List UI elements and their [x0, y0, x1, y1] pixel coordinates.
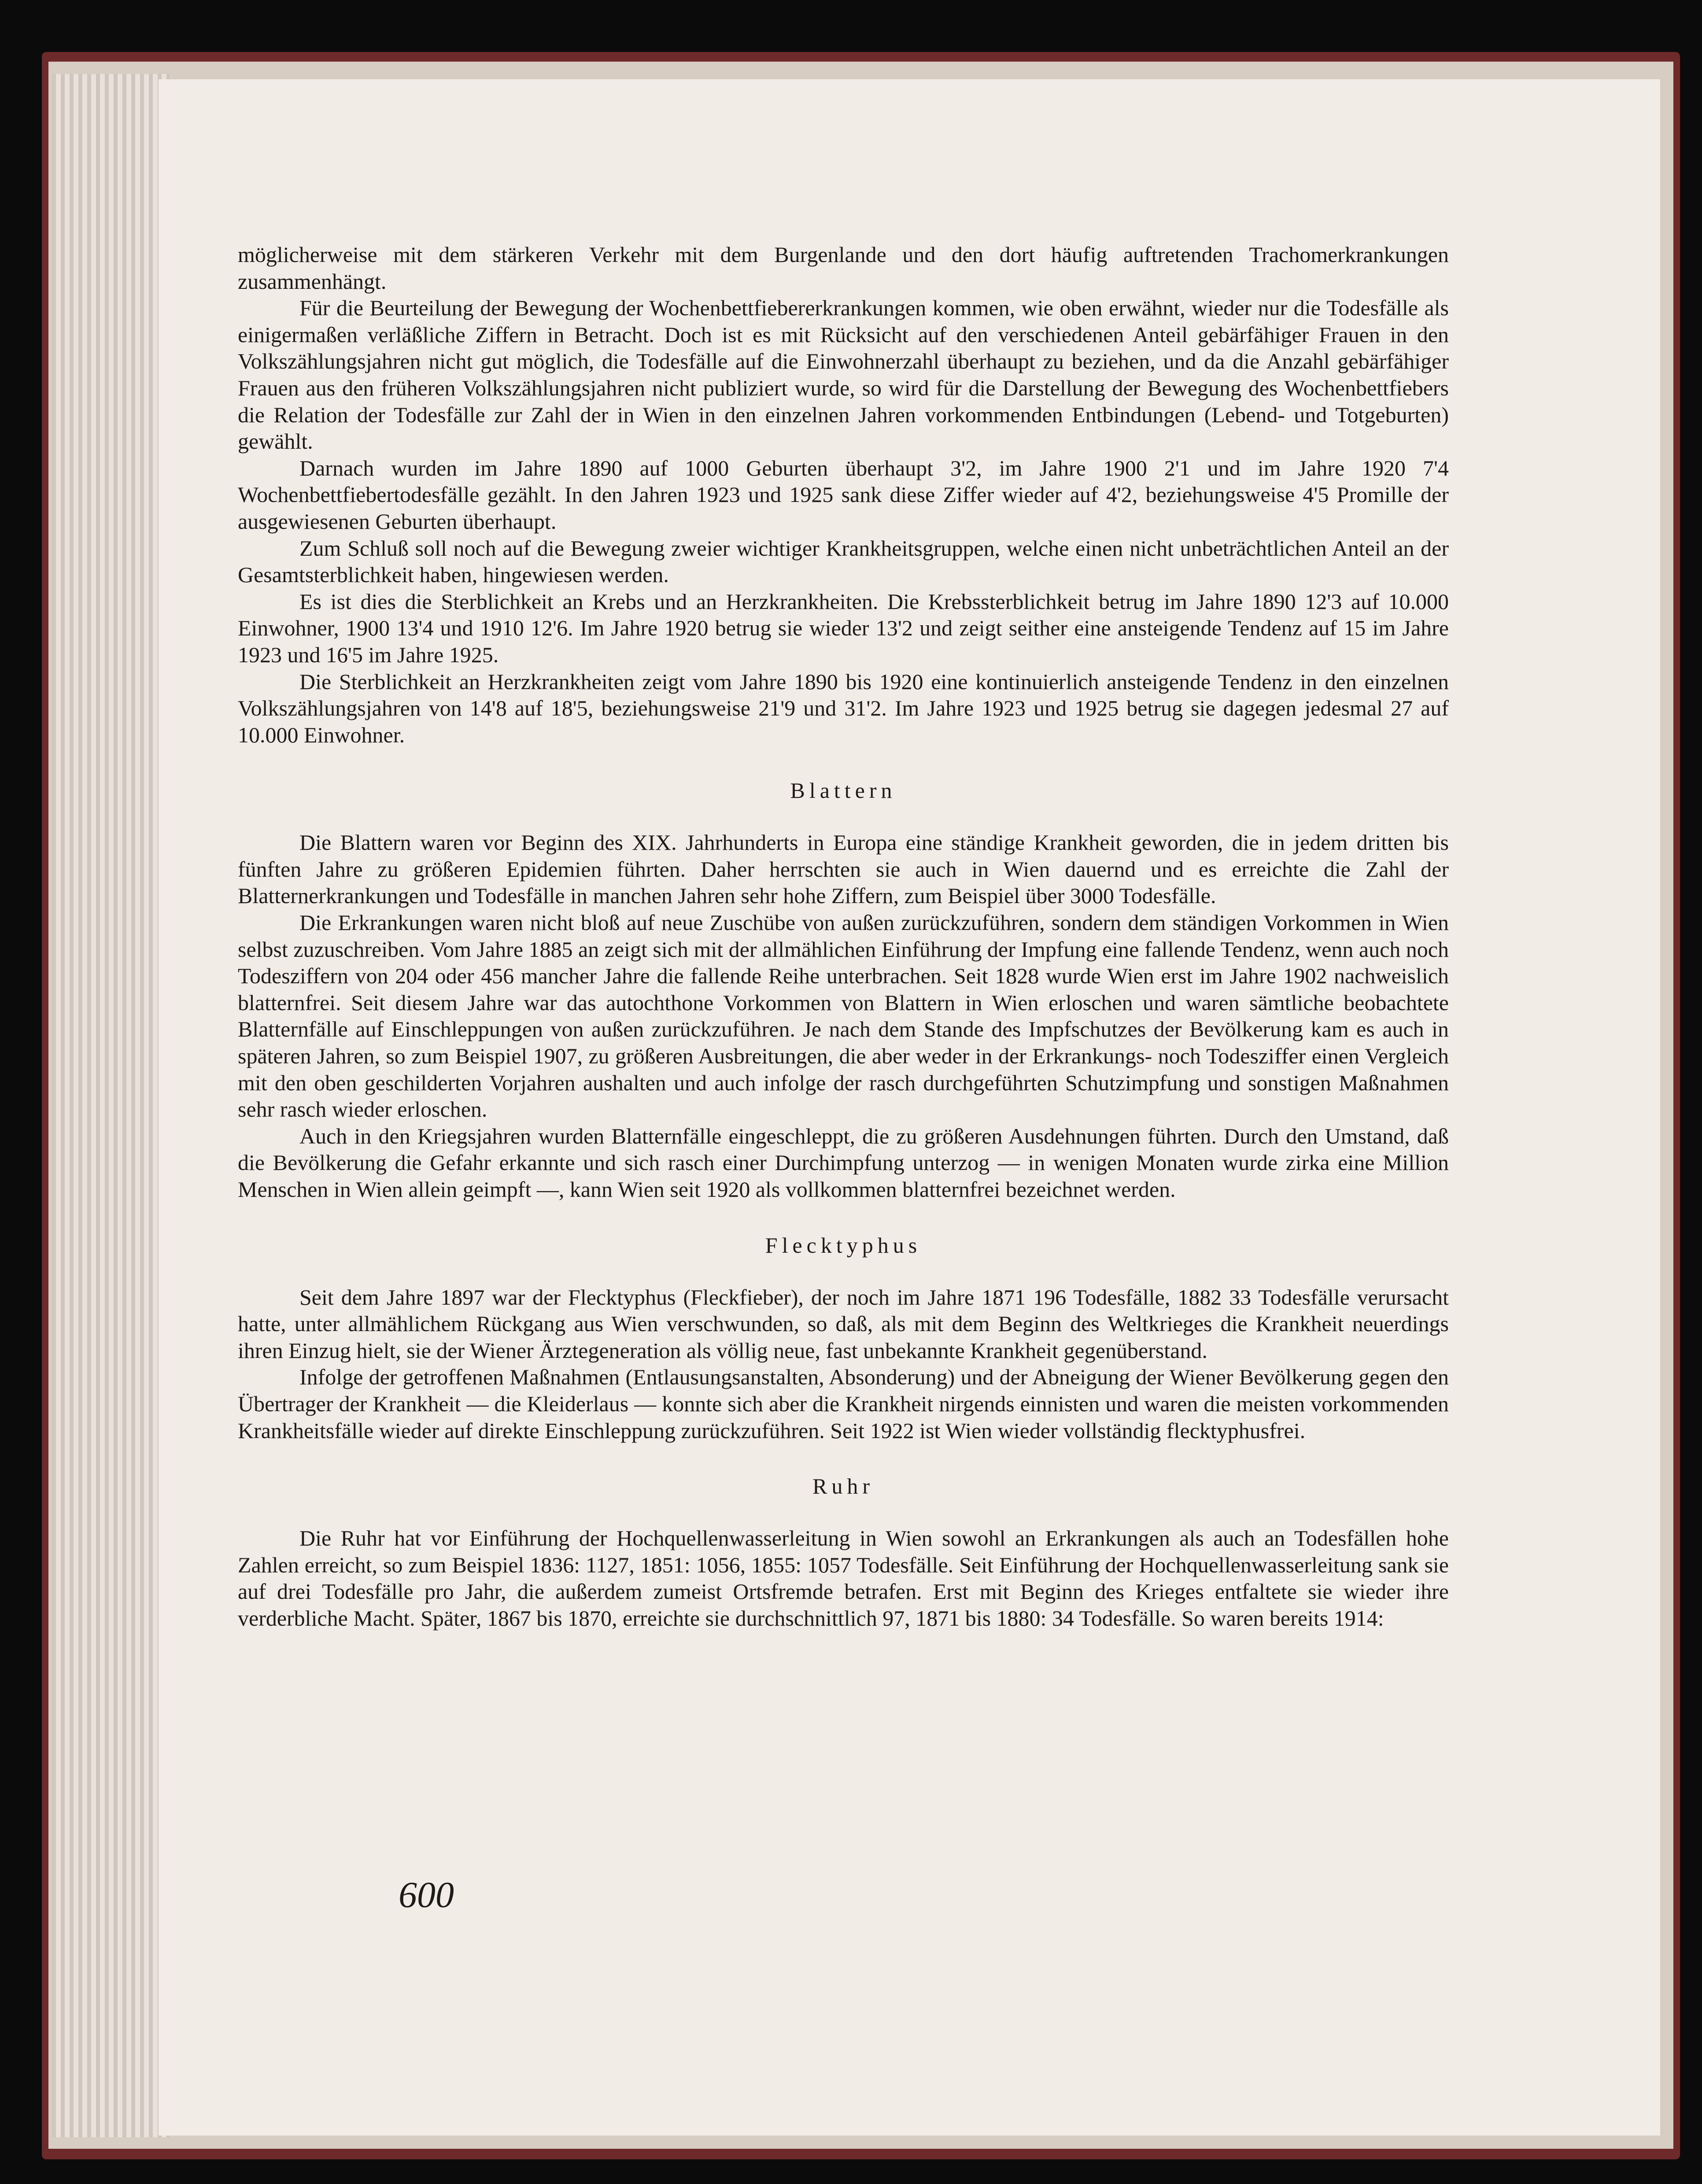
- section-heading-ruhr: Ruhr: [812, 1474, 874, 1499]
- paragraph: Auch in den Kriegsjahren wurden Blatternfälle eingeschleppt, die zu größeren Ausdehnungen führten. Durch den Umstand, daß die Bevölkerung die Gefahr erkannte und sich rasch einer Durchimpfung unterzog — in wenigen Monaten wurde zirka eine Million Menschen in Wien allein geimpft —, kann Wien seit 1920 als vollkommen blatternfrei bezeichnet werden.: [238, 1123, 1449, 1202]
- paragraph: Die Sterblichkeit an Herzkrankheiten zeigt vom Jahre 1890 bis 1920 eine kontinuierlich ansteigende Tendenz in den einzelnen Volkszählungsjahren von 14'8 auf 18'5, beziehungsweise 21'9 und 31'2. Im Jahre 1923 und 1925 betrug sie dagegen jedesmal 27 auf 10.000 Einwohner.: [238, 669, 1449, 747]
- paragraph: Seit dem Jahre 1897 war der Flecktyphus (Fleckfieber), der noch im Jahre 1871 196 Todesfälle, 1882 33 Todesfälle verursacht hatte, unter allmählichem Rückgang aus Wien verschwunden, so daß, als mit dem Beginn des Weltkrieges die Krankheit neuerdings ihren Einzug hielt, sie der Wiener Ärztegeneration als völlig neue, fast unbekannte Krankheit gegenüberstand.: [238, 1284, 1449, 1363]
- page-edges: [52, 74, 171, 2137]
- paragraph: möglicherweise mit dem stärkeren Verkehr mit dem Burgenlande und den dort häufig auftretenden Trachomerkrankungen zusammenhängt.: [238, 242, 1449, 294]
- section-heading-blattern: Blattern: [790, 778, 897, 803]
- paragraph: Es ist dies die Sterblichkeit an Krebs und an Herzkrankheiten. Die Krebssterblichkeit betrug im Jahre 1890 12'3 auf 10.000 Einwohner, 1900 13'4 und 1910 12'6. Im Jahre 1920 betrug sie wieder 13'2 und zeigt seither eine ansteigende Tendenz auf 15 im Jahre 1923 und 16'5 im Jahre 1925.: [238, 589, 1449, 667]
- paragraph: Infolge der getroffenen Maßnahmen (Entlausungsanstalten, Absonderung) und der Abneigung der Wiener Bevölkerung gegen den Übertrager der Krankheit — die Kleiderlaus — konnte sich aber die Krankheit nirgends einnisten und waren die meisten vorkommenden Krankheitsfälle wieder auf direkte Einschleppung zurückzuführen. Seit 1922 ist Wien wieder vollständig flecktyphusfrei.: [238, 1365, 1449, 1443]
- paragraph: Für die Beurteilung der Bewegung der Wochenbettfiebererkrankungen kommen, wie oben erwähnt, wieder nur die Todesfälle als einigermaßen verläßliche Ziffern in Betracht. Doch ist es mit Rücksicht auf den verschiedenen Anteil gebärfähiger Frauen in den Volkszählungsjahren nicht gut möglich, die Todesfälle auf die Einwohnerzahl überhaupt zu beziehen, und da die Anzahl gebärfähiger Frauen aus den früheren Volkszählungsjahren nicht publiziert wurde, so wird für die Darstellung der Bewegung des Wochenbettfiebers die Relation der Todesfälle zur Zahl der in Wien in den einzelnen Jahren vorkommenden Entbindungen (Lebend- und Totgeburten) gewählt.: [238, 295, 1449, 454]
- page-number: 600: [399, 1874, 454, 1915]
- page-text: [238, 241, 1449, 1632]
- section-heading-flecktyphus: Flecktyphus: [765, 1232, 922, 1258]
- paragraph: Die Erkrankungen waren nicht bloß auf neue Zuschübe von außen zurückzuführen, sondern dem ständigen Vorkommen in Wien selbst zuzuschreiben. Vom Jahre 1885 an zeigt sich mit der allmählichen Einführung der Impfung eine fallende Tendenz, wenn auch noch Todesziffern von 204 oder 456 mancher Jahre die fallende Reihe unterbrachen. Seit 1828 wurde Wien erst im Jahre 1902 nachweislich blatternfrei. Seit diesem Jahre war das autochthone Vorkommen von Blattern in Wien erloschen und waren sämtliche beobachtete Blatternfälle auf Einschleppungen von außen zurückzuführen. Je nach dem Stande des Impfschutzes der Bevölkerung kam es auch in späteren Jahren, so zum Beispiel 1907, zu größeren Ausbreitungen, die aber weder in der Erkrankungs- noch Todesziffer einen Vergleich mit den oben geschilderten Vorjahren aushalten und auch infolge der rasch durchgeführten Schutzimpfung und sonstigen Maßnahmen sehr rasch wieder erloschen.: [238, 910, 1449, 1122]
- paragraph: Darnach wurden im Jahre 1890 auf 1000 Geburten überhaupt 3'2, im Jahre 1900 2'1 und im Jahre 1920 7'4 Wochenbettfiebertodesfälle gezählt. In den Jahren 1923 und 1925 sank diese Ziffer wieder auf 4'2, beziehungsweise 4'5 Promille der ausgewiesenen Geburten überhaupt.: [238, 455, 1449, 534]
- paragraph: Zum Schluß soll noch auf die Bewegung zweier wichtiger Krankheitsgruppen, welche einen nicht unbeträchtlichen Anteil an der Gesamtsterblichkeit haben, hingewiesen werden.: [238, 535, 1449, 587]
- paragraph: Die Ruhr hat vor Einführung der Hochquellenwasserleitung in Wien sowohl an Erkrankungen als auch an Todesfällen hohe Zahlen erreicht, so zum Beispiel 1836: 1127, 1851: 1056, 1855: 1057 Todesfälle. Seit Einführung der Hochquellenwasserleitung sank sie auf drei Todesfälle pro Jahr, die außerdem zumeist Ortsfremde betrafen. Erst mit Beginn des Krieges entfaltete sie wieder ihre verderbliche Macht. Später, 1867 bis 1870, erreichte sie durchschnittlich 97, 1871 bis 1880: 34 Todesfälle. So waren bereits 1914:: [238, 1526, 1449, 1631]
- paragraph: Die Blattern waren vor Beginn des XIX. Jahrhunderts in Europa eine ständige Krankheit geworden, die in jedem dritten bis fünften Jahre zu größeren Epidemien führten. Daher herrschten sie auch in Wien dauernd und es erreichte die Zahl der Blatternerkrankungen und Todesfälle in manchen Jahren sehr hohe Ziffern, zum Beispiel über 3000 Todesfälle.: [238, 830, 1449, 908]
